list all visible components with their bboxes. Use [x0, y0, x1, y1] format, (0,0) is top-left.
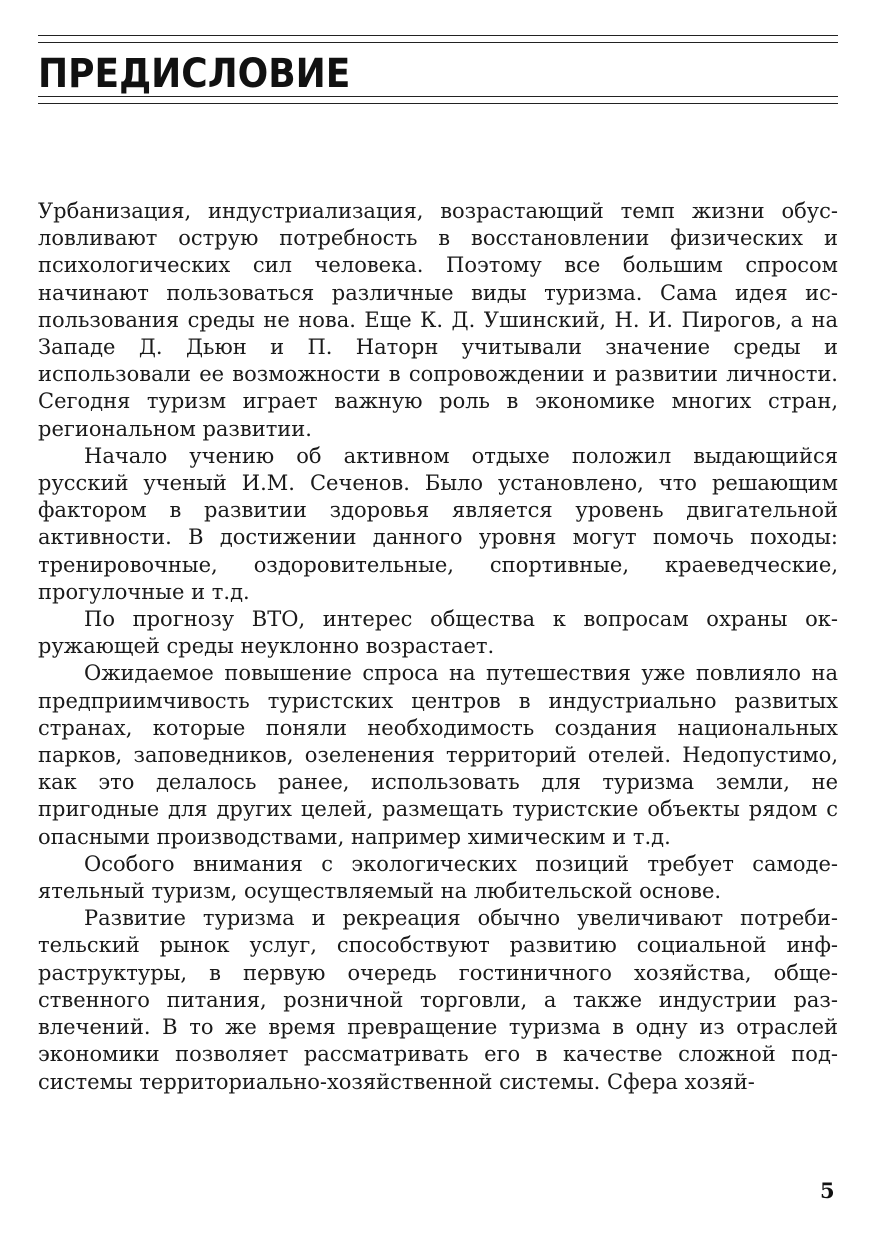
paragraph-2: Начало учению об активном отдыхе положил выдающийся русский ученый И.М. Сеченов. Было установлено, что решающим фактором в развитии здоровья является уровень двигательной активности. В достижении данного уровня могут помочь походы: тренировочные, оздоровительные, спортивные, краеведческие, прогулочные и т.д. — [38, 443, 838, 604]
top-rule-lower — [38, 42, 838, 43]
page-number: 5 — [820, 1178, 835, 1203]
body-text — [38, 198, 838, 1096]
page-title: ПРЕДИСЛОВИЕ — [38, 51, 351, 97]
paragraph-4: Ожидаемое повышение спроса на путешествия уже повлияло на предприимчивость туристских центров в индустриально развитых странах, которые поняли необходимость создания национальных парков, заповедников, озеленения территорий отелей. Недопустимо, как это делалось ранее, использовать для туризма земли, не пригодные для других целей, размещать туристские объекты рядом с опасными производствами, например химическим и т.д. — [38, 661, 838, 849]
paragraph-1: Урбанизация, индустриализация, возрастающий темп жизни обусловливают острую потребность в восстановлении физических и психологических сил человека. Поэтому все большим спросом начинают пользоваться различные виды туризма. Сама идея использования среды не нова. Еще К. Д. Ушинский, Н. И. Пирогов, а на Западе Д. Дьюн и П. Наторн учитывали значение среды и использовали ее возможности в сопровождении и развитии личности. Сегодня туризм играет важную роль в экономике многих стран, региональном развитии. — [38, 199, 838, 441]
paragraph-3: По прогнозу ВТО, интерес общества к вопросам охраны окружающей среды неуклонно возрастает. — [38, 607, 838, 659]
top-rule-upper — [38, 35, 838, 36]
title-rule-lower — [38, 103, 838, 104]
paragraph-6: Развитие туризма и рекреация обычно увеличивают потребительский рынок услуг, способствуют развитию социальной инфраструктуры, в первую очередь гостиничного хозяйства, общественного питания, розничной торговли, а также индустрии развлечений. В то же время превращение туризма в одну из отраслей экономики позволяет рассматривать его в качестве сложной подсистемы территориально-хозяйственной системы. Сфера хозяй- — [38, 906, 838, 1094]
title-rule-upper — [38, 96, 838, 97]
paragraph-5: Особого внимания с экологических позиций требует самодеятельный туризм, осуществляемый на любительской основе. — [38, 851, 838, 904]
